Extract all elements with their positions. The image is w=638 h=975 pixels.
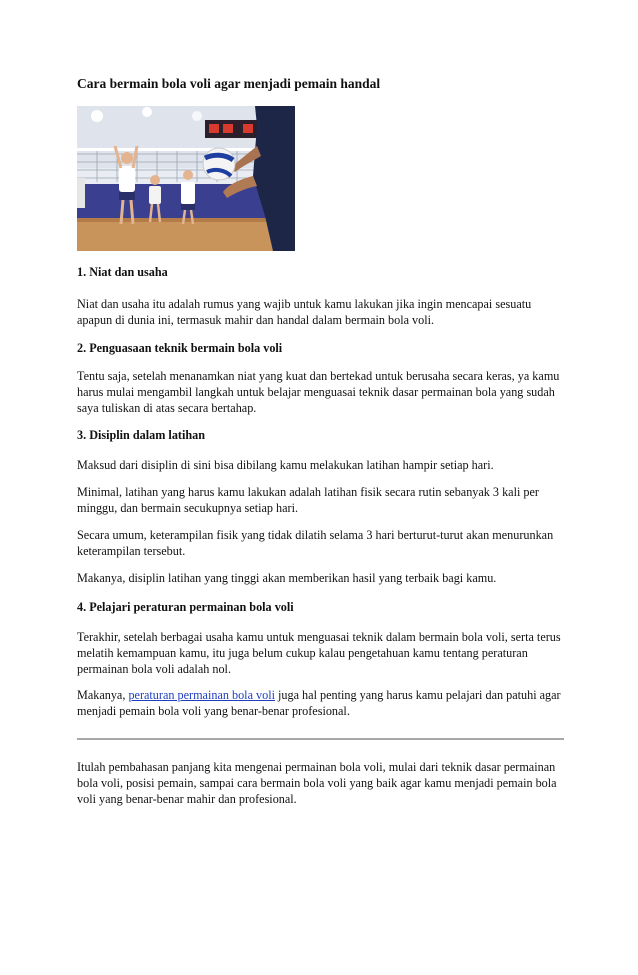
section-heading: 3. Disiplin dalam latihan xyxy=(77,428,206,442)
paragraph: Secara umum, keterampilan fisik yang tidak dilatih selama 3 hari berturut-turut akan menurunkan keterampilan tersebut. xyxy=(77,528,554,558)
section-heading: 2. Penguasaan teknik bermain bola voli xyxy=(77,341,283,355)
link-paragraph-before: Makanya, xyxy=(77,688,129,702)
page-title: Cara bermain bola voli agar menjadi pemain handal xyxy=(77,76,381,91)
section-heading: 4. Pelajari peraturan permainan bola voli xyxy=(77,600,294,614)
paragraph: Minimal, latihan yang harus kamu lakukan adalah latihan fisik secara rutin sebanyak 3 kali per minggu, dan bermain secukupnya setiap hari. xyxy=(77,485,539,515)
section-heading: 1. Niat dan usaha xyxy=(77,265,168,279)
paragraph: Maksud dari disiplin di sini bisa dibilang kamu melakukan latihan hampir setiap hari. xyxy=(77,458,494,472)
rules-link[interactable]: peraturan permainan bola voli xyxy=(128,688,275,702)
link-paragraph xyxy=(77,687,567,719)
paragraph: Terakhir, setelah berbagai usaha kamu untuk menguasai teknik dalam bermain bola voli, serta terus melatih kemampuan kamu, itu juga belum cukup kalau pengetahuan kamu tentang peraturan permainan bola voli adalah nol. xyxy=(77,630,561,676)
horizontal-divider xyxy=(77,738,564,740)
volleyball-photo xyxy=(77,106,295,251)
link-paragraph-after: juga hal penting yang harus kamu pelajari dan patuhi agar menjadi pemain bola voli yang benar-benar profesional. xyxy=(77,688,561,718)
closing-paragraph: Itulah pembahasan panjang kita mengenai permainan bola voli, mulai dari teknik dasar permainan bola voli, posisi pemain, sampai cara bermain bola voli yang baik agar kamu menjadi pemain bola voli yang benar-benar mahir dan profesional. xyxy=(77,760,557,806)
volleyball-photo-illustration xyxy=(77,106,295,251)
paragraph: Makanya, disiplin latihan yang tinggi akan memberikan hasil yang terbaik bagi kamu. xyxy=(77,571,497,585)
paragraph: Tentu saja, setelah menanamkan niat yang kuat dan bertekad untuk berusaha secara keras, ya kamu harus mulai mengambil langkah untuk belajar menguasai teknik dasar permainan bola yang sudah saya tuliskan di atas secara bertahap. xyxy=(77,369,560,415)
paragraph: Niat dan usaha itu adalah rumus yang wajib untuk kamu lakukan jika ingin mencapai sesuatu apapun di dunia ini, termasuk mahir dan handal dalam bermain bola voli. xyxy=(77,297,532,327)
